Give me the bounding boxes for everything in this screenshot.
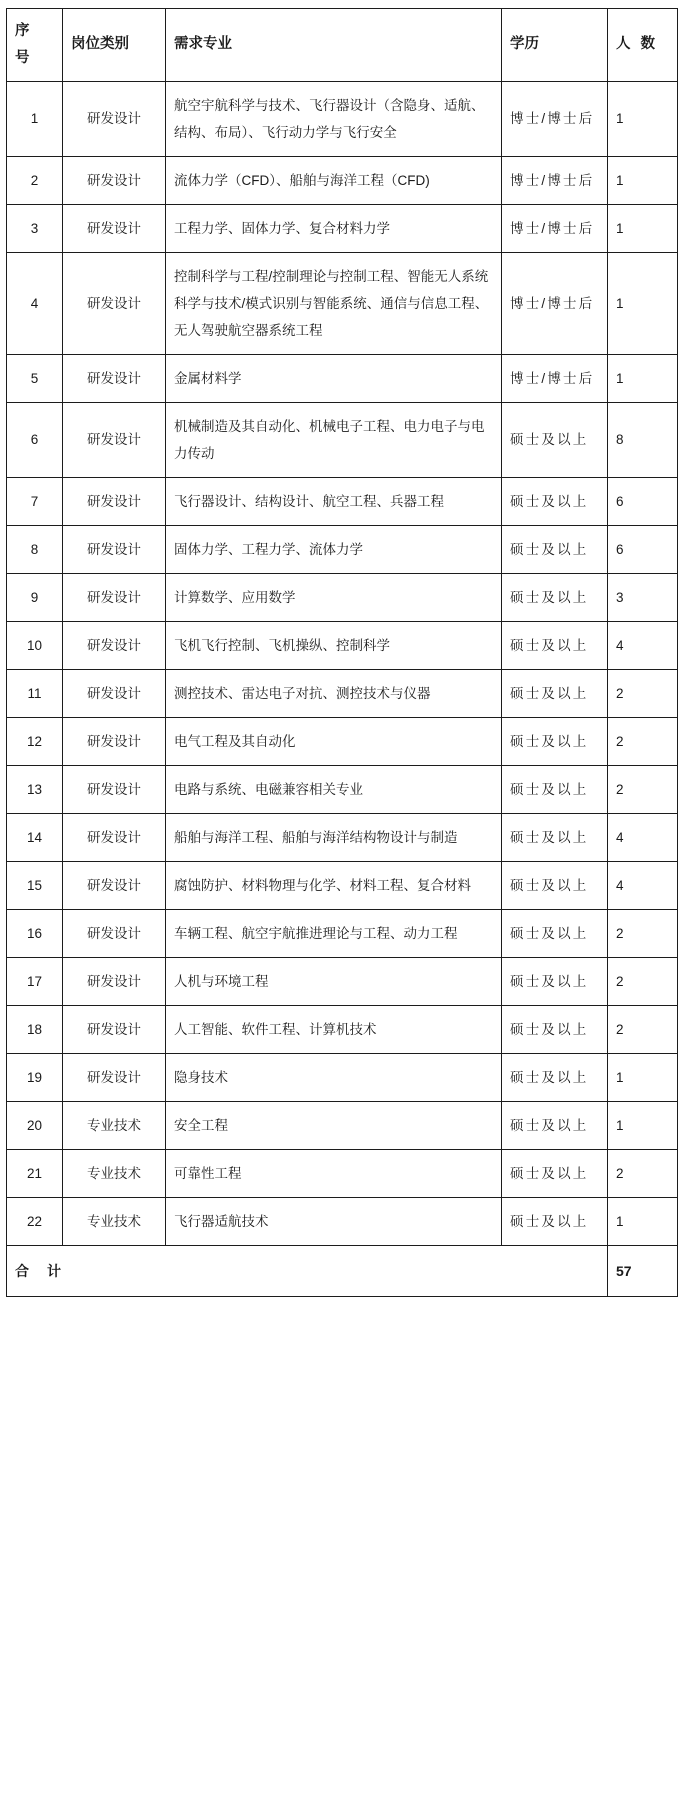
column-header-serial-number bbox=[7, 9, 63, 82]
cell-headcount: 2 bbox=[608, 717, 678, 765]
cell-required-major: 飞行器设计、结构设计、航空工程、兵器工程 bbox=[166, 477, 502, 525]
cell-job-category: 专业技术 bbox=[63, 1101, 166, 1149]
cell-job-category: 研发设计 bbox=[63, 252, 166, 354]
cell-required-major: 固体力学、工程力学、流体力学 bbox=[166, 525, 502, 573]
table-row bbox=[7, 402, 678, 477]
table-row bbox=[7, 717, 678, 765]
cell-serial-number: 19 bbox=[7, 1053, 63, 1101]
total-headcount: 57 bbox=[608, 1245, 678, 1296]
cell-headcount: 2 bbox=[608, 909, 678, 957]
table-row bbox=[7, 1005, 678, 1053]
table-row bbox=[7, 252, 678, 354]
table-total-row bbox=[7, 1245, 678, 1296]
cell-serial-number: 9 bbox=[7, 573, 63, 621]
table-row bbox=[7, 1149, 678, 1197]
cell-required-major: 金属材料学 bbox=[166, 354, 502, 402]
cell-education: 博士/博士后 bbox=[502, 252, 608, 354]
cell-education: 硕士及以上 bbox=[502, 765, 608, 813]
cell-job-category: 研发设计 bbox=[63, 156, 166, 204]
cell-serial-number: 4 bbox=[7, 252, 63, 354]
table-body bbox=[7, 81, 678, 1296]
cell-education: 硕士及以上 bbox=[502, 1053, 608, 1101]
cell-headcount: 1 bbox=[608, 1197, 678, 1245]
cell-headcount: 4 bbox=[608, 861, 678, 909]
cell-serial-number: 1 bbox=[7, 81, 63, 156]
cell-headcount: 8 bbox=[608, 402, 678, 477]
cell-job-category: 研发设计 bbox=[63, 861, 166, 909]
cell-education: 硕士及以上 bbox=[502, 573, 608, 621]
header-row bbox=[7, 9, 678, 82]
table-row bbox=[7, 669, 678, 717]
total-label-part2: 计 bbox=[47, 1262, 61, 1279]
column-header-required-major: 需求专业 bbox=[166, 9, 502, 82]
cell-headcount: 1 bbox=[608, 1053, 678, 1101]
cell-education: 博士/博士后 bbox=[502, 156, 608, 204]
cell-serial-number: 14 bbox=[7, 813, 63, 861]
column-header-job-category: 岗位类别 bbox=[63, 9, 166, 82]
cell-required-major: 人工智能、软件工程、计算机技术 bbox=[166, 1005, 502, 1053]
column-header-headcount: 人 数 bbox=[608, 9, 678, 82]
cell-required-major: 飞行器适航技术 bbox=[166, 1197, 502, 1245]
cell-serial-number: 3 bbox=[7, 204, 63, 252]
cell-required-major: 工程力学、固体力学、复合材料力学 bbox=[166, 204, 502, 252]
cell-education: 硕士及以上 bbox=[502, 717, 608, 765]
table-row bbox=[7, 909, 678, 957]
cell-job-category: 研发设计 bbox=[63, 204, 166, 252]
cell-headcount: 2 bbox=[608, 669, 678, 717]
cell-education: 硕士及以上 bbox=[502, 525, 608, 573]
cell-job-category: 研发设计 bbox=[63, 354, 166, 402]
cell-job-category: 研发设计 bbox=[63, 1005, 166, 1053]
cell-required-major: 航空宇航科学与技术、飞行器设计（含隐身、适航、结构、布局）、飞行动力学与飞行安全 bbox=[166, 81, 502, 156]
cell-education: 硕士及以上 bbox=[502, 477, 608, 525]
table-row bbox=[7, 156, 678, 204]
cell-job-category: 研发设计 bbox=[63, 525, 166, 573]
cell-required-major: 流体力学（CFD）、船舶与海洋工程（CFD) bbox=[166, 156, 502, 204]
cell-education: 硕士及以上 bbox=[502, 1149, 608, 1197]
cell-required-major: 车辆工程、航空宇航推进理论与工程、动力工程 bbox=[166, 909, 502, 957]
cell-required-major: 腐蚀防护、材料物理与化学、材料工程、复合材料 bbox=[166, 861, 502, 909]
cell-required-major: 计算数学、应用数学 bbox=[166, 573, 502, 621]
total-label bbox=[7, 1245, 608, 1296]
cell-job-category: 研发设计 bbox=[63, 1053, 166, 1101]
cell-headcount: 4 bbox=[608, 621, 678, 669]
table-row bbox=[7, 861, 678, 909]
cell-job-category: 研发设计 bbox=[63, 717, 166, 765]
cell-headcount: 4 bbox=[608, 813, 678, 861]
column-header-education: 学历 bbox=[502, 9, 608, 82]
cell-job-category: 研发设计 bbox=[63, 669, 166, 717]
cell-serial-number: 20 bbox=[7, 1101, 63, 1149]
cell-job-category: 研发设计 bbox=[63, 765, 166, 813]
cell-headcount: 1 bbox=[608, 156, 678, 204]
cell-required-major: 飞机飞行控制、飞机操纵、控制科学 bbox=[166, 621, 502, 669]
cell-job-category: 研发设计 bbox=[63, 621, 166, 669]
cell-headcount: 6 bbox=[608, 477, 678, 525]
cell-education: 硕士及以上 bbox=[502, 402, 608, 477]
cell-serial-number: 10 bbox=[7, 621, 63, 669]
table-row bbox=[7, 621, 678, 669]
cell-education: 硕士及以上 bbox=[502, 1197, 608, 1245]
table-row bbox=[7, 204, 678, 252]
cell-education: 博士/博士后 bbox=[502, 204, 608, 252]
job-requirements-table bbox=[6, 8, 678, 1297]
table-row bbox=[7, 957, 678, 1005]
cell-headcount: 2 bbox=[608, 1149, 678, 1197]
cell-serial-number: 12 bbox=[7, 717, 63, 765]
cell-education: 硕士及以上 bbox=[502, 621, 608, 669]
cell-education: 硕士及以上 bbox=[502, 861, 608, 909]
table-row bbox=[7, 81, 678, 156]
cell-required-major: 测控技术、雷达电子对抗、测控技术与仪器 bbox=[166, 669, 502, 717]
cell-serial-number: 2 bbox=[7, 156, 63, 204]
cell-headcount: 2 bbox=[608, 957, 678, 1005]
cell-education: 硕士及以上 bbox=[502, 669, 608, 717]
cell-serial-number: 21 bbox=[7, 1149, 63, 1197]
cell-required-major: 船舶与海洋工程、船舶与海洋结构物设计与制造 bbox=[166, 813, 502, 861]
cell-job-category: 研发设计 bbox=[63, 957, 166, 1005]
cell-headcount: 2 bbox=[608, 1005, 678, 1053]
cell-job-category: 专业技术 bbox=[63, 1149, 166, 1197]
cell-required-major: 可靠性工程 bbox=[166, 1149, 502, 1197]
table-row bbox=[7, 477, 678, 525]
cell-serial-number: 22 bbox=[7, 1197, 63, 1245]
table-row bbox=[7, 525, 678, 573]
cell-education: 硕士及以上 bbox=[502, 813, 608, 861]
cell-headcount: 1 bbox=[608, 204, 678, 252]
cell-required-major: 控制科学与工程/控制理论与控制工程、智能无人系统科学与技术/模式识别与智能系统、通信与信息工程、无人驾驶航空器系统工程 bbox=[166, 252, 502, 354]
cell-education: 硕士及以上 bbox=[502, 957, 608, 1005]
cell-serial-number: 6 bbox=[7, 402, 63, 477]
table-row bbox=[7, 765, 678, 813]
cell-required-major: 安全工程 bbox=[166, 1101, 502, 1149]
table-row bbox=[7, 1053, 678, 1101]
cell-job-category: 研发设计 bbox=[63, 81, 166, 156]
cell-serial-number: 7 bbox=[7, 477, 63, 525]
cell-job-category: 研发设计 bbox=[63, 909, 166, 957]
cell-job-category: 研发设计 bbox=[63, 402, 166, 477]
table-row bbox=[7, 1197, 678, 1245]
cell-serial-number: 17 bbox=[7, 957, 63, 1005]
column-header-serial-line-2: 号 bbox=[15, 49, 30, 66]
cell-serial-number: 11 bbox=[7, 669, 63, 717]
cell-serial-number: 5 bbox=[7, 354, 63, 402]
cell-job-category: 研发设计 bbox=[63, 477, 166, 525]
cell-serial-number: 16 bbox=[7, 909, 63, 957]
cell-headcount: 1 bbox=[608, 1101, 678, 1149]
column-header-serial-line-1: 序 bbox=[15, 23, 30, 39]
cell-required-major: 机械制造及其自动化、机械电子工程、电力电子与电力传动 bbox=[166, 402, 502, 477]
cell-serial-number: 13 bbox=[7, 765, 63, 813]
cell-education: 博士/博士后 bbox=[502, 81, 608, 156]
cell-required-major: 电路与系统、电磁兼容相关专业 bbox=[166, 765, 502, 813]
table-row bbox=[7, 813, 678, 861]
table-row bbox=[7, 573, 678, 621]
cell-headcount: 2 bbox=[608, 765, 678, 813]
cell-headcount: 6 bbox=[608, 525, 678, 573]
cell-education: 博士/博士后 bbox=[502, 354, 608, 402]
cell-education: 硕士及以上 bbox=[502, 1101, 608, 1149]
cell-education: 硕士及以上 bbox=[502, 1005, 608, 1053]
cell-headcount: 3 bbox=[608, 573, 678, 621]
cell-required-major: 人机与环境工程 bbox=[166, 957, 502, 1005]
table-header bbox=[7, 9, 678, 82]
cell-serial-number: 15 bbox=[7, 861, 63, 909]
table-row bbox=[7, 1101, 678, 1149]
cell-job-category: 研发设计 bbox=[63, 573, 166, 621]
cell-job-category: 研发设计 bbox=[63, 813, 166, 861]
cell-job-category: 专业技术 bbox=[63, 1197, 166, 1245]
cell-headcount: 1 bbox=[608, 354, 678, 402]
cell-serial-number: 8 bbox=[7, 525, 63, 573]
cell-headcount: 1 bbox=[608, 252, 678, 354]
cell-serial-number: 18 bbox=[7, 1005, 63, 1053]
table-row bbox=[7, 354, 678, 402]
cell-required-major: 隐身技术 bbox=[166, 1053, 502, 1101]
cell-headcount: 1 bbox=[608, 81, 678, 156]
total-label-part1: 合 bbox=[15, 1262, 29, 1279]
cell-required-major: 电气工程及其自动化 bbox=[166, 717, 502, 765]
cell-education: 硕士及以上 bbox=[502, 909, 608, 957]
